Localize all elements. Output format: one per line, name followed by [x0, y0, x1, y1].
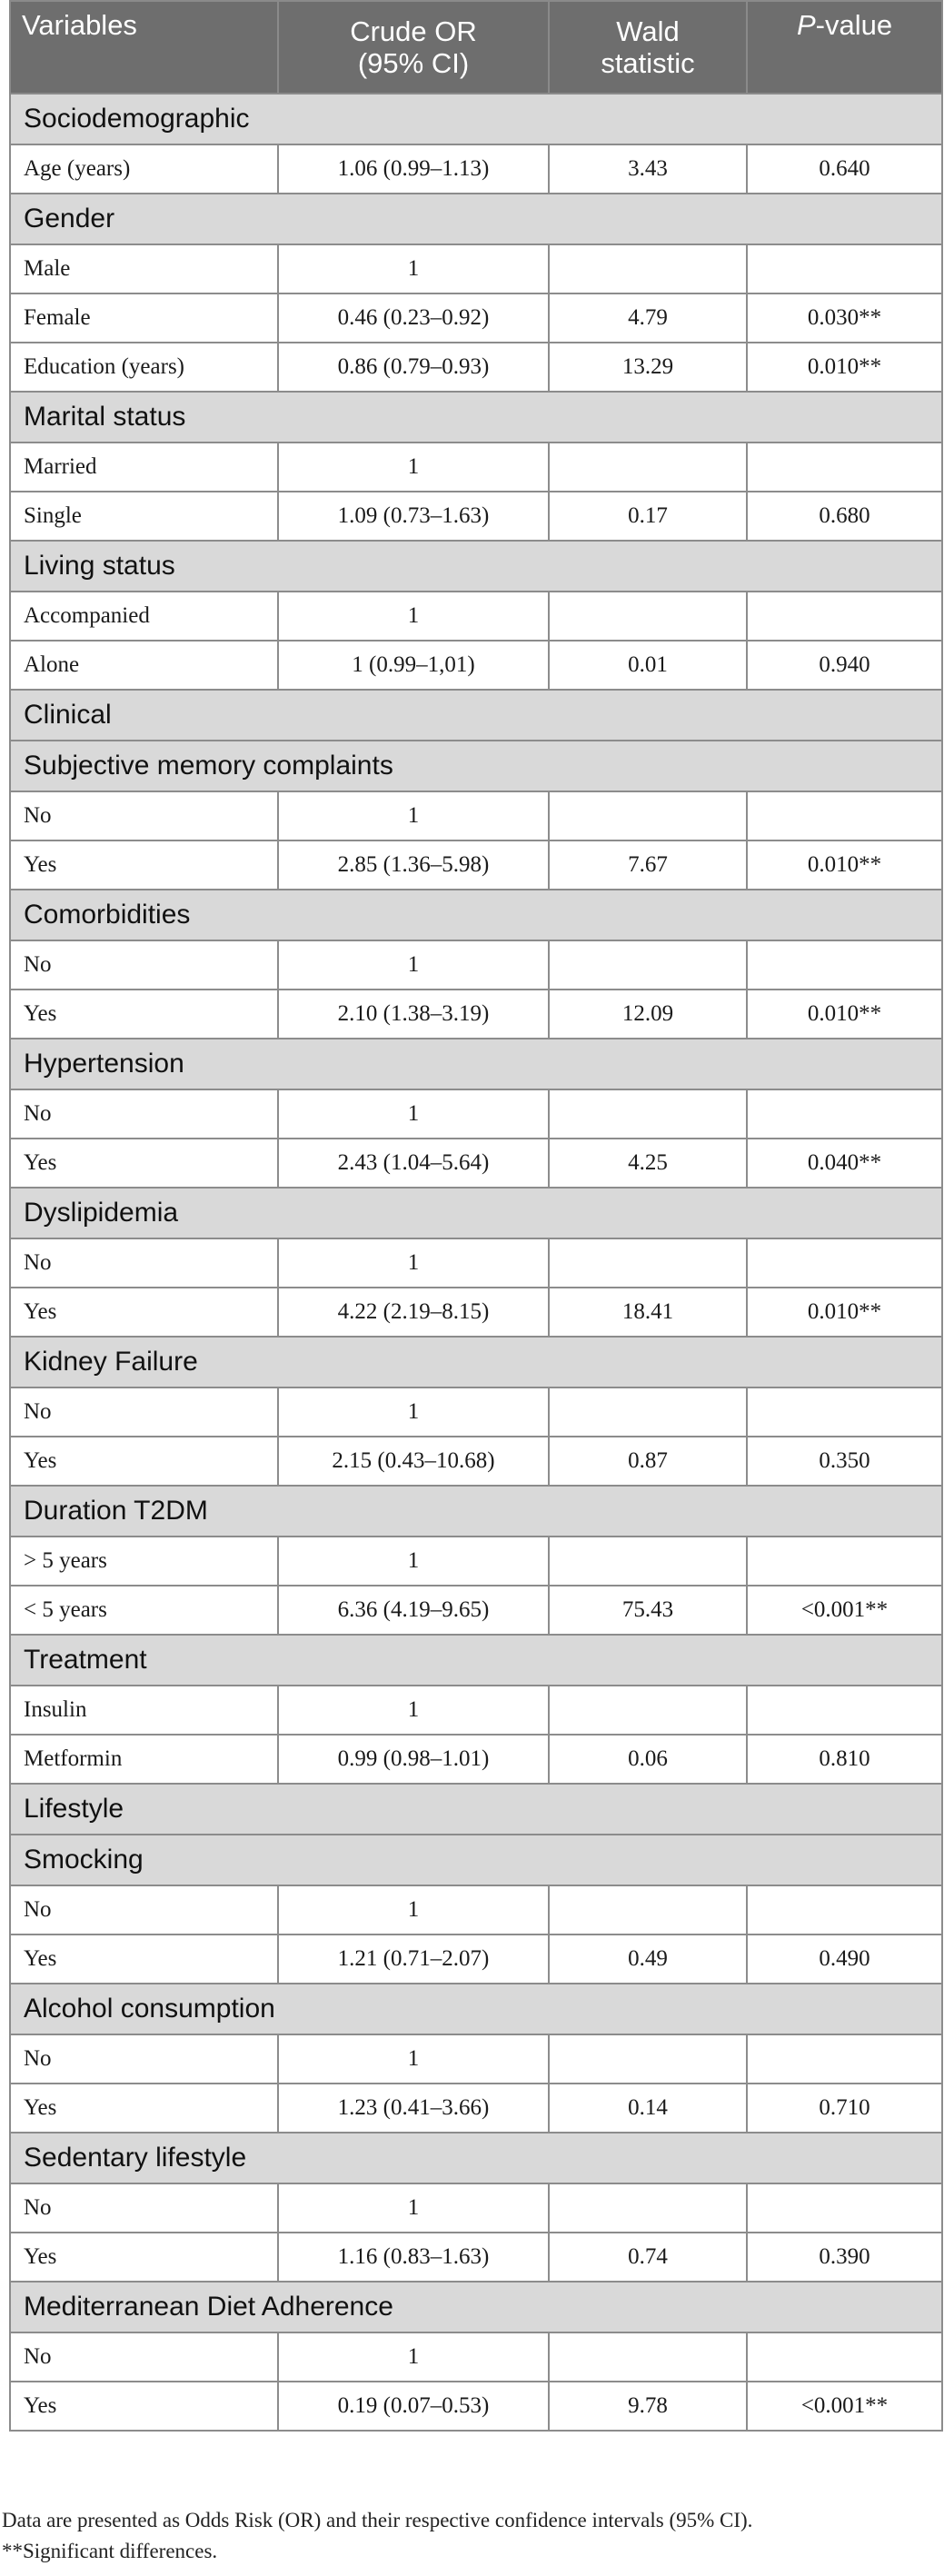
- row-label: Yes: [10, 1139, 278, 1188]
- crude-or-cell: 1: [278, 1387, 549, 1437]
- section-row: [10, 890, 942, 940]
- table-row: [10, 1735, 942, 1784]
- p-value-cell: 0.390: [747, 2233, 942, 2282]
- crude-or-cell: 2.10 (1.38–3.19): [278, 990, 549, 1039]
- table-row: [10, 1089, 942, 1139]
- table-row: [10, 244, 942, 293]
- table-row: [10, 592, 942, 641]
- crude-or-cell: 1: [278, 1686, 549, 1735]
- section-row: [10, 1835, 942, 1885]
- section-row: [10, 392, 942, 443]
- table-row: [10, 1586, 942, 1635]
- wald-statistic-cell: 4.79: [549, 293, 747, 343]
- row-label: Female: [10, 293, 278, 343]
- section-row: [10, 1635, 942, 1686]
- crude-or-cell: 1: [278, 1238, 549, 1288]
- section-row: [10, 1039, 942, 1089]
- p-value-cell: 0.010**: [747, 990, 942, 1039]
- header-crude-or-line2: (95% CI): [357, 47, 470, 79]
- row-label: Yes: [10, 840, 278, 890]
- row-label: Married: [10, 443, 278, 492]
- row-label: No: [10, 1089, 278, 1139]
- wald-statistic-cell: [549, 1089, 747, 1139]
- crude-or-cell: 1: [278, 592, 549, 641]
- crude-or-cell: 1: [278, 443, 549, 492]
- crude-or-cell: 1: [278, 1537, 549, 1586]
- row-label: No: [10, 2183, 278, 2233]
- p-value-cell: 0.030**: [747, 293, 942, 343]
- header-p-value: [747, 1, 942, 94]
- row-label: Single: [10, 492, 278, 541]
- row-label: Yes: [10, 1934, 278, 1984]
- table-row: [10, 2183, 942, 2233]
- row-label: No: [10, 1885, 278, 1934]
- p-value-cell: 0.810: [747, 1735, 942, 1784]
- table-container: [9, 0, 941, 2432]
- section-label: Kidney Failure: [10, 1337, 942, 1387]
- table-row: [10, 840, 942, 890]
- crude-or-cell: 1: [278, 791, 549, 840]
- footnote-significance: **Significant differences.: [2, 2540, 218, 2562]
- table-footnotes: [2, 2505, 938, 2567]
- p-value-cell: 0.040**: [747, 1139, 942, 1188]
- section-label: Alcohol consumption: [10, 1984, 942, 2034]
- table-row: [10, 293, 942, 343]
- row-label: Metformin: [10, 1735, 278, 1784]
- p-value-cell: [747, 2034, 942, 2084]
- table-row: [10, 791, 942, 840]
- section-label: Living status: [10, 541, 942, 592]
- row-label: Yes: [10, 2233, 278, 2282]
- wald-statistic-cell: 0.17: [549, 492, 747, 541]
- section-label: Dyslipidemia: [10, 1188, 942, 1238]
- table-body: [10, 94, 942, 2431]
- p-value-cell: [747, 2183, 942, 2233]
- wald-statistic-cell: [549, 2332, 747, 2382]
- section-label: Duration T2DM: [10, 1486, 942, 1537]
- table-row: [10, 2382, 942, 2431]
- wald-statistic-cell: [549, 940, 747, 990]
- p-value-cell: [747, 1387, 942, 1437]
- section-row: [10, 2282, 942, 2332]
- table-row: [10, 443, 942, 492]
- row-label: Education (years): [10, 343, 278, 392]
- row-label: No: [10, 1387, 278, 1437]
- p-value-cell: 0.010**: [747, 840, 942, 890]
- row-label: Insulin: [10, 1686, 278, 1735]
- section-row: [10, 2133, 942, 2183]
- wald-statistic-cell: [549, 2034, 747, 2084]
- row-label: Yes: [10, 2084, 278, 2133]
- crude-or-cell: 2.43 (1.04–5.64): [278, 1139, 549, 1188]
- section-row: [10, 194, 942, 244]
- crude-or-cell: 0.86 (0.79–0.93): [278, 343, 549, 392]
- wald-statistic-cell: 7.67: [549, 840, 747, 890]
- wald-statistic-cell: 0.01: [549, 641, 747, 690]
- wald-statistic-cell: [549, 2183, 747, 2233]
- section-label: Hypertension: [10, 1039, 942, 1089]
- wald-statistic-cell: 9.78: [549, 2382, 747, 2431]
- p-value-cell: 0.710: [747, 2084, 942, 2133]
- header-crude-or: [278, 1, 549, 94]
- wald-statistic-cell: [549, 1238, 747, 1288]
- p-value-cell: <0.001**: [747, 1586, 942, 1635]
- row-label: No: [10, 791, 278, 840]
- footnote-data-presentation: Data are presented as Odds Risk (OR) and their respective confidence intervals (95% CI).: [2, 2509, 753, 2531]
- p-value-cell: 0.490: [747, 1934, 942, 1984]
- crude-or-cell: 6.36 (4.19–9.65): [278, 1586, 549, 1635]
- section-label: Lifestyle: [10, 1784, 942, 1835]
- table-row: [10, 1885, 942, 1934]
- row-label: Yes: [10, 2382, 278, 2431]
- p-value-cell: 0.350: [747, 1437, 942, 1486]
- wald-statistic-cell: 18.41: [549, 1288, 747, 1337]
- row-label: Age (years): [10, 144, 278, 194]
- crude-or-cell: 1.09 (0.73–1.63): [278, 492, 549, 541]
- crude-or-cell: 1: [278, 2332, 549, 2382]
- table-row: [10, 492, 942, 541]
- p-value-cell: [747, 2332, 942, 2382]
- odds-ratio-table: [9, 0, 943, 2432]
- p-value-cell: 0.010**: [747, 343, 942, 392]
- wald-statistic-cell: [549, 1387, 747, 1437]
- row-label: No: [10, 2332, 278, 2382]
- table-row: [10, 641, 942, 690]
- p-value-cell: 0.010**: [747, 1288, 942, 1337]
- wald-statistic-cell: 0.14: [549, 2084, 747, 2133]
- crude-or-cell: 0.19 (0.07–0.53): [278, 2382, 549, 2431]
- wald-statistic-cell: [549, 791, 747, 840]
- header-p-letter: P: [796, 9, 816, 41]
- row-label: Accompanied: [10, 592, 278, 641]
- table-row: [10, 1387, 942, 1437]
- table-row: [10, 144, 942, 194]
- row-label: No: [10, 2034, 278, 2084]
- wald-statistic-cell: [549, 1686, 747, 1735]
- p-value-cell: [747, 592, 942, 641]
- wald-statistic-cell: 3.43: [549, 144, 747, 194]
- row-label: Alone: [10, 641, 278, 690]
- crude-or-cell: 2.85 (1.36–5.98): [278, 840, 549, 890]
- header-wald: [549, 1, 747, 94]
- row-label: Yes: [10, 1288, 278, 1337]
- wald-statistic-cell: [549, 244, 747, 293]
- section-label: Marital status: [10, 392, 942, 443]
- crude-or-cell: 1 (0.99–1,01): [278, 641, 549, 690]
- header-wald-line2: statistic: [601, 47, 695, 79]
- table-header: [10, 1, 942, 94]
- table-row: [10, 1537, 942, 1586]
- wald-statistic-cell: 0.49: [549, 1934, 747, 1984]
- crude-or-cell: 1: [278, 1885, 549, 1934]
- row-label: Yes: [10, 990, 278, 1039]
- crude-or-cell: 1.21 (0.71–2.07): [278, 1934, 549, 1984]
- p-value-cell: [747, 1089, 942, 1139]
- crude-or-cell: 1: [278, 2034, 549, 2084]
- section-row: [10, 1188, 942, 1238]
- p-value-cell: [747, 1686, 942, 1735]
- wald-statistic-cell: [549, 443, 747, 492]
- crude-or-cell: 1: [278, 1089, 549, 1139]
- p-value-cell: [747, 791, 942, 840]
- wald-statistic-cell: 0.06: [549, 1735, 747, 1784]
- header-wald-line1: Wald: [616, 15, 680, 47]
- section-label: Comorbidities: [10, 890, 942, 940]
- row-label: No: [10, 1238, 278, 1288]
- crude-or-cell: 1.06 (0.99–1.13): [278, 144, 549, 194]
- section-label: Sedentary lifestyle: [10, 2133, 942, 2183]
- table-row: [10, 940, 942, 990]
- crude-or-cell: 1.16 (0.83–1.63): [278, 2233, 549, 2282]
- table-row: [10, 990, 942, 1039]
- section-row: [10, 541, 942, 592]
- row-label: < 5 years: [10, 1586, 278, 1635]
- crude-or-cell: 0.99 (0.98–1.01): [278, 1735, 549, 1784]
- p-value-cell: [747, 1238, 942, 1288]
- crude-or-cell: 1: [278, 940, 549, 990]
- table-row: [10, 2332, 942, 2382]
- crude-or-cell: 1.23 (0.41–3.66): [278, 2084, 549, 2133]
- wald-statistic-cell: 12.09: [549, 990, 747, 1039]
- p-value-cell: 0.940: [747, 641, 942, 690]
- p-value-cell: [747, 1885, 942, 1934]
- section-row: [10, 1337, 942, 1387]
- header-p-suffix: -value: [815, 9, 893, 41]
- wald-statistic-cell: 75.43: [549, 1586, 747, 1635]
- section-label: Clinical: [10, 690, 942, 741]
- row-label: Male: [10, 244, 278, 293]
- p-value-cell: [747, 1537, 942, 1586]
- table-row: [10, 1238, 942, 1288]
- section-row: [10, 1984, 942, 2034]
- table-row: [10, 2084, 942, 2133]
- wald-statistic-cell: [549, 592, 747, 641]
- section-row: [10, 1486, 942, 1537]
- section-label: Subjective memory complaints: [10, 741, 942, 791]
- row-label: Yes: [10, 1437, 278, 1486]
- wald-statistic-cell: [549, 1537, 747, 1586]
- table-row: [10, 1139, 942, 1188]
- row-label: > 5 years: [10, 1537, 278, 1586]
- wald-statistic-cell: 0.87: [549, 1437, 747, 1486]
- section-label: Mediterranean Diet Adherence: [10, 2282, 942, 2332]
- header-variables: Variables: [10, 1, 278, 94]
- section-row: [10, 1784, 942, 1835]
- header-row: [10, 1, 942, 94]
- wald-statistic-cell: 13.29: [549, 343, 747, 392]
- wald-statistic-cell: 0.74: [549, 2233, 747, 2282]
- wald-statistic-cell: [549, 1885, 747, 1934]
- crude-or-cell: 2.15 (0.43–10.68): [278, 1437, 549, 1486]
- table-row: [10, 1288, 942, 1337]
- p-value-cell: [747, 443, 942, 492]
- table-row: [10, 2034, 942, 2084]
- section-label: Treatment: [10, 1635, 942, 1686]
- crude-or-cell: 4.22 (2.19–8.15): [278, 1288, 549, 1337]
- p-value-cell: 0.640: [747, 144, 942, 194]
- crude-or-cell: 1: [278, 244, 549, 293]
- table-row: [10, 1437, 942, 1486]
- section-label: Sociodemographic: [10, 94, 942, 144]
- table-row: [10, 343, 942, 392]
- header-crude-or-line1: Crude OR: [350, 15, 477, 47]
- table-row: [10, 1686, 942, 1735]
- crude-or-cell: 1: [278, 2183, 549, 2233]
- p-value-cell: [747, 940, 942, 990]
- crude-or-cell: 0.46 (0.23–0.92): [278, 293, 549, 343]
- p-value-cell: 0.680: [747, 492, 942, 541]
- p-value-cell: <0.001**: [747, 2382, 942, 2431]
- section-label: Smocking: [10, 1835, 942, 1885]
- table-row: [10, 2233, 942, 2282]
- section-label: Gender: [10, 194, 942, 244]
- p-value-cell: [747, 244, 942, 293]
- section-row: [10, 741, 942, 791]
- row-label: No: [10, 940, 278, 990]
- section-row: [10, 690, 942, 741]
- wald-statistic-cell: 4.25: [549, 1139, 747, 1188]
- table-row: [10, 1934, 942, 1984]
- section-row: [10, 94, 942, 144]
